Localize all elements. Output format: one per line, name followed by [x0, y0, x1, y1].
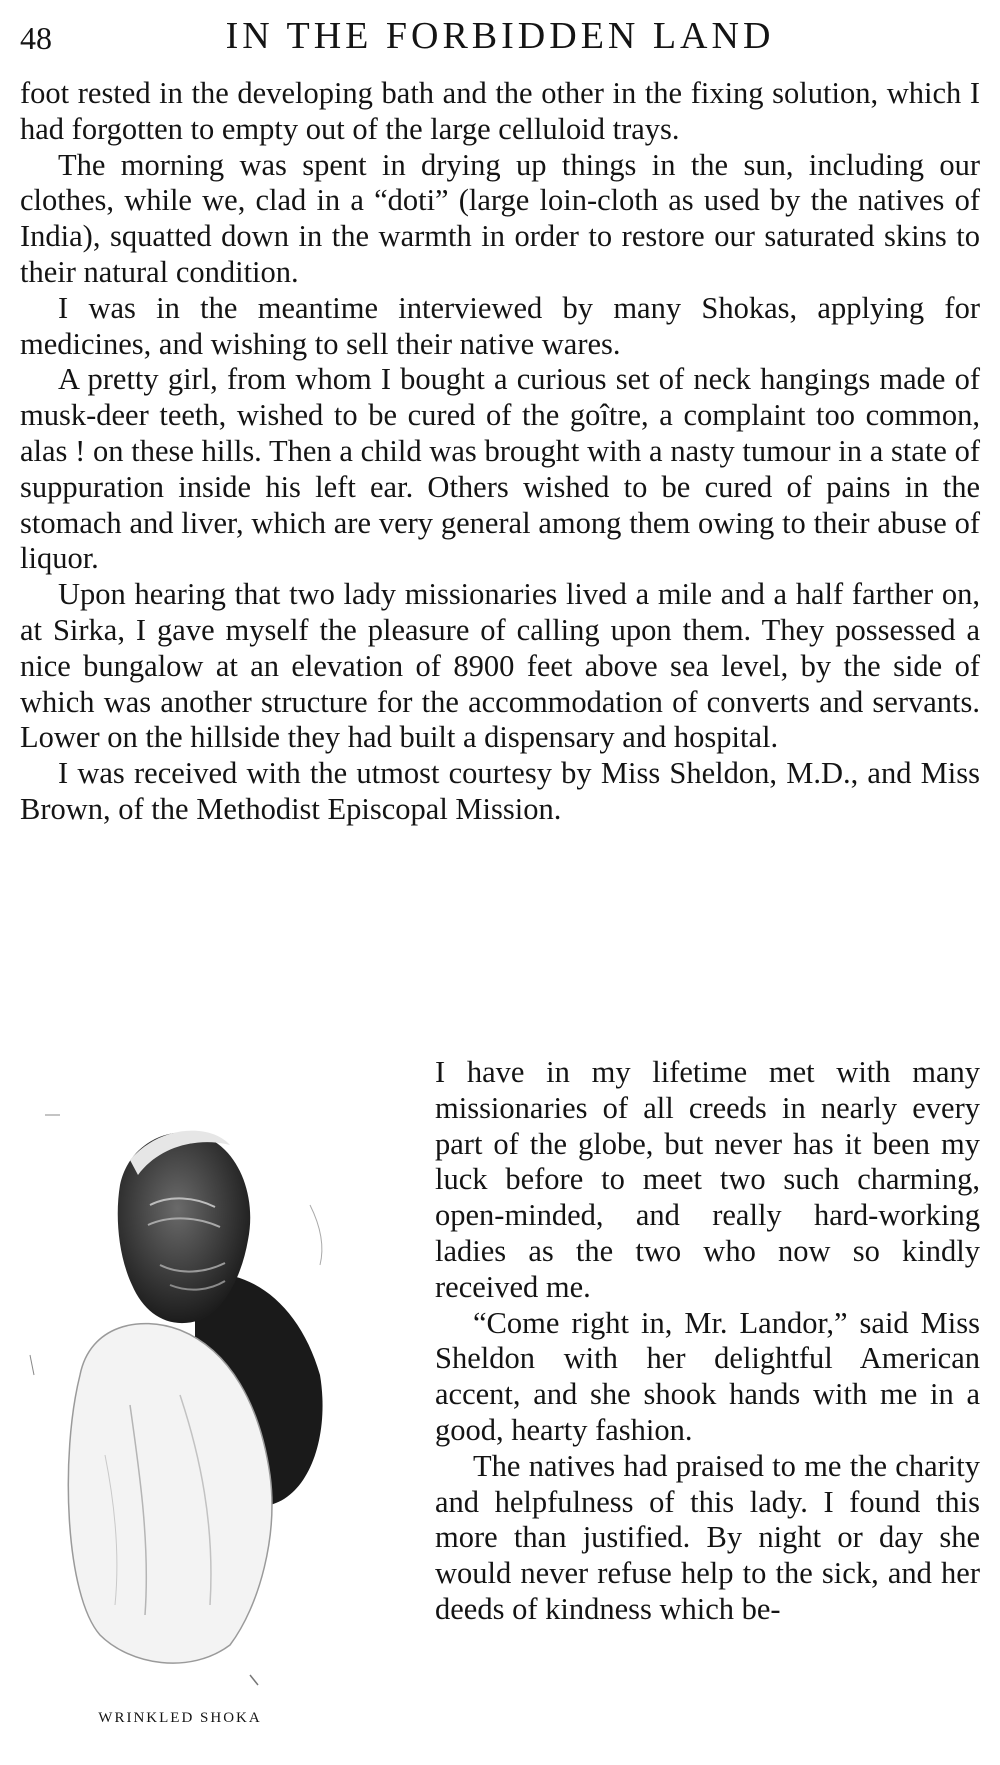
- paragraph: I was in the meantime interviewed by many Shokas, applying for medicines, and wishing to sell their native wares.: [20, 290, 980, 361]
- paragraph: “Come right in, Mr. Landor,” said Miss Sheldon with her delightful American accent, and she shook hands with me in a good, hearty fashion.: [435, 1305, 980, 1447]
- paragraph: The natives had praised to me the charity and helpfulness of this lady. I found this more than justified. By night or day she would never refuse help to the sick, and her deeds of kindness which be-: [435, 1448, 980, 1626]
- paragraph: A pretty girl, from whom I bought a curious set of neck hangings made of musk-deer teeth, wished to be cured of the goître, a complaint too common, alas ! on these hills. Then a child was brought with a nasty tumour in a state of suppuration inside his left ear. Others wished to be cured of pains in the stomach and liver, which are very general among them owing to their abuse of liquor.: [20, 362, 980, 576]
- paragraph: foot rested in the developing bath and the other in the fixing solution, which I had forgotten to empty out of the large celluloid trays.: [20, 76, 980, 146]
- paragraph: The morning was spent in drying up things in the sun, including our clothes, while we, clad in a “doti” (large loin-cloth as used by the natives of India), squatted down in the warmth in order to restore our saturated skins to their natural condition.: [20, 147, 980, 289]
- wrinkled-shoka-illustration: [20, 1075, 415, 1715]
- paragraph: I have in my lifetime met with many missionaries of all creeds in nearly every part of the globe, but never has it been my luck before to meet two such charming, open-minded, and really hard-working ladies as the two who now so kindly received me.: [435, 1055, 980, 1304]
- paragraph: I was received with the utmost courtesy by Miss Sheldon, M.D., and Miss Brown, of the Methodist Episcopal Mission.: [20, 756, 980, 826]
- running-title: IN THE FORBIDDEN LAND: [225, 15, 775, 57]
- figure-text-wrap: [20, 1055, 980, 1755]
- text-column: [435, 1055, 980, 1628]
- figure-caption: WRINKLED SHOKA: [98, 1710, 262, 1726]
- page-header: [20, 6, 980, 66]
- paragraph: Upon hearing that two lady missionaries lived a mile and a half farther on, at Sirka, I gave myself the pleasure of calling upon them. They possessed a nice bungalow at an elevation of 8900 feet above sea level, by the side of which was another structure for the accommodation of converts and servants. Lower on the hillside they had built a dispensary and hospital.: [20, 577, 980, 755]
- figure: [20, 1055, 415, 1755]
- body-text: [20, 76, 980, 828]
- page-number: 48: [20, 20, 52, 56]
